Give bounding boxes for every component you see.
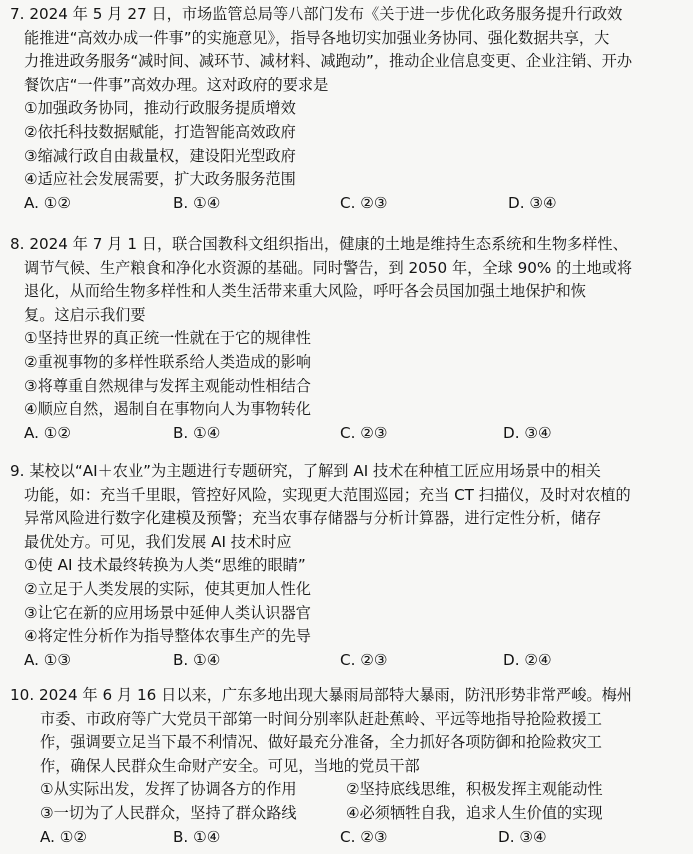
choice-d: D. ③④ — [498, 827, 547, 846]
option-statement: ②重视事物的多样性联系给人类造成的影响 — [24, 352, 311, 371]
choice-a: A. ①③ — [24, 650, 72, 669]
choice-c: C. ②③ — [340, 650, 388, 669]
question-stem-line: 调节气候、生产粮食和净化水资源的基础。同时警告，到 2050 年，全球 90% 的土地或将 — [24, 258, 633, 277]
option-pair-row — [10, 778, 688, 802]
question-stem-line: 8. 2024 年 7 月 1 日，联合国教科文组织指出，健康的土地是维持生态系统和生物多样性、 — [10, 235, 628, 253]
choice-c: C. ②③ — [340, 827, 388, 846]
option-statement: ②坚持底线思维，积极发挥主观能动性 — [346, 780, 603, 799]
question-stem-line: 市委、市政府等广大党员干部第一时间分别率队赶赴蕉岭、平远等地指导抢险救援工 — [40, 709, 602, 728]
option-statement: ①从实际出发，发挥了协调各方的作用 — [40, 780, 297, 799]
answer-choices — [10, 649, 688, 673]
question-stem-line: 退化，从而给生物多样性和人类生活带来重大风险，呼吁各会员国加强土地保护和恢 — [24, 282, 586, 301]
option-statement: ③让它在新的应用场景中延伸人类认识器官 — [24, 603, 311, 622]
choice-c: C. ②③ — [340, 193, 388, 212]
question-stem-line: 作，强调要立足当下最不利情况、做好最充分准备，全力抓好各项防御和抢险救灾工 — [40, 733, 602, 752]
option-statement: ①使 AI 技术最终转换为人类“思维的眼睛” — [24, 556, 306, 575]
answer-choices — [10, 422, 688, 446]
option-statement: ③将尊重自然规律与发挥主观能动性相结合 — [24, 376, 311, 395]
choice-d: D. ③④ — [508, 193, 557, 212]
question-stem-line: 异常风险进行数字化建模及预警；充当农事存储器与分析计算器，进行定性分析，储存 — [24, 509, 602, 528]
option-statement: ④必须牺牲自我，追求人生价值的实现 — [346, 803, 603, 822]
question-stem-line: 餐饮店“一件事”高效办理。这对政府的要求是 — [24, 75, 329, 94]
option-statement: ④适应社会发展需要，扩大政务服务范围 — [24, 170, 296, 189]
choice-a: A. ①② — [24, 193, 72, 212]
option-statement: ③一切为了人民群众，坚持了群众路线 — [40, 803, 297, 822]
question-stem-line: 能推进“高效办成一件事”的实施意见》，指导各地切实加强业务协同、强化数据共享，大 — [24, 28, 610, 47]
answer-choices — [10, 826, 688, 850]
choice-b: B. ①④ — [173, 423, 221, 442]
question-stem-line: 复。这启示我们要 — [24, 305, 146, 324]
choice-a: A. ①② — [24, 423, 72, 442]
question-8 — [10, 233, 688, 445]
choice-b: B. ①④ — [173, 827, 221, 846]
choice-c: C. ②③ — [340, 423, 388, 442]
option-statement: ④顺应自然，遏制自在事物向人为事物转化 — [24, 400, 311, 419]
question-stem-line: 10. 2024 年 6 月 16 日以来，广东多地出现大暴雨局部特大暴雨，防汛形势非常严峻。梅州 — [10, 686, 632, 704]
answer-choices — [10, 192, 688, 216]
choice-d: D. ②④ — [503, 650, 552, 669]
option-statement: ①坚持世界的真正统一性就在于它的规律性 — [24, 329, 311, 348]
choice-d: D. ③④ — [503, 423, 552, 442]
question-stem-line: 功能，如：充当千里眼，管控好风险，实现更大范围巡园；充当 CT 扫描仪，及时对农植的 — [24, 485, 631, 504]
option-statement: ④将定性分析作为指导整体农事生产的先导 — [24, 627, 311, 646]
question-stem-line: 力推进政务服务“减时间、减环节、减材料、减跑动”，推动企业信息变更、企业注销、开办 — [24, 52, 633, 71]
option-statement: ③缩减行政自由裁量权，建设阳光型政府 — [24, 146, 296, 165]
choice-a: A. ①② — [40, 827, 88, 846]
option-statement: ①加强政务协同，推动行政服务提质增效 — [24, 99, 296, 118]
choice-b: B. ①④ — [173, 193, 221, 212]
question-10 — [10, 684, 688, 849]
option-pair-row — [10, 802, 688, 826]
option-statement: ②立足于人类发展的实际，使其更加人性化 — [24, 579, 311, 598]
question-stem-line: 9. 某校以“AI＋农业”为主题进行专题研究，了解到 AI 技术在种植工匠应用场景中的相关 — [10, 462, 601, 480]
question-9 — [10, 460, 688, 672]
question-stem-line: 作，确保人民群众生命财产安全。可见，当地的党员干部 — [40, 756, 420, 775]
question-stem-line: 7. 2024 年 5 月 27 日，市场监管总局等八部门发布《关于进一步优化政务服务提升行政效 — [10, 5, 623, 23]
question-stem-line: 最优处方。可见，我们发展 AI 技术时应 — [24, 532, 292, 551]
option-statement: ②依托科技数据赋能，打造智能高效政府 — [24, 122, 296, 141]
question-7 — [10, 3, 688, 215]
choice-b: B. ①④ — [173, 650, 221, 669]
